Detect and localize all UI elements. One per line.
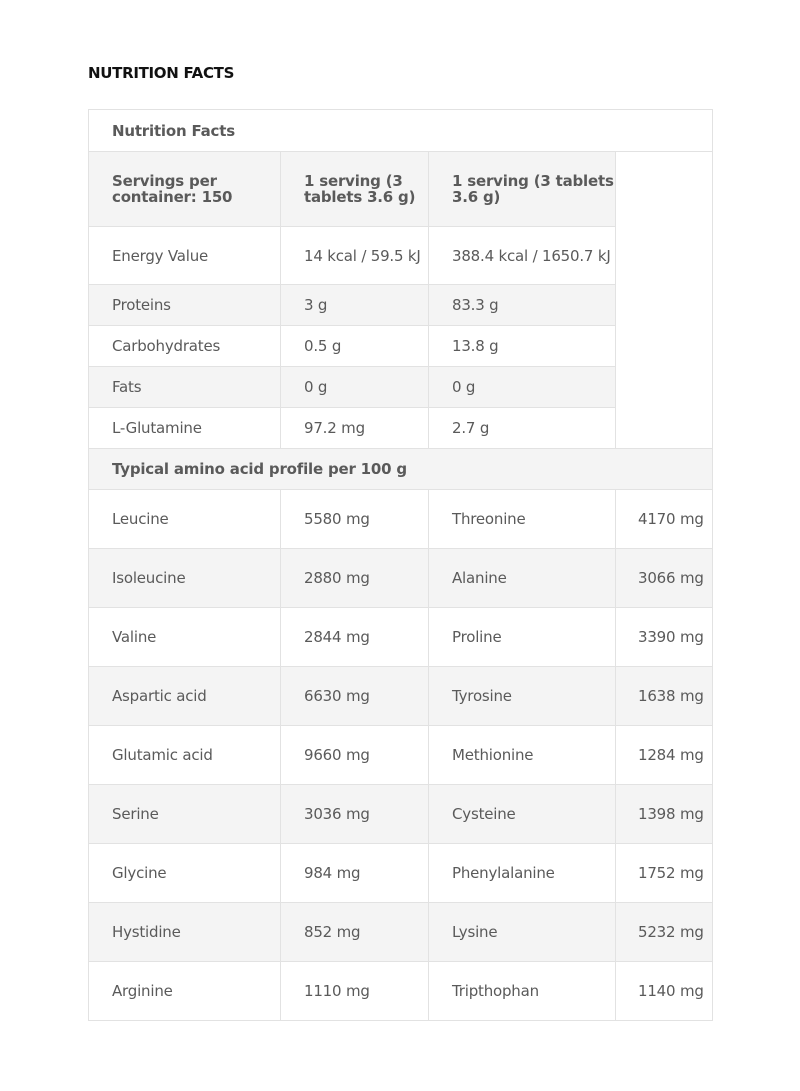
nutrient-per-serving: 0.5 g [281,326,429,367]
amino-value: 984 mg [281,844,429,903]
amino-value: 2880 mg [281,549,429,608]
amino-name: Valine [89,608,281,667]
table-row [89,549,713,608]
amino-name: Tyrosine [429,667,616,726]
amino-value: 1284 mg [616,726,713,785]
table-row [89,844,713,903]
amino-value: 1140 mg [616,962,713,1021]
table-title: Nutrition Facts [89,110,713,152]
amino-value: 5580 mg [281,490,429,549]
table-row [89,785,713,844]
amino-name: Proline [429,608,616,667]
amino-name: Tripthophan [429,962,616,1021]
table-row [89,726,713,785]
table-title-row [89,110,713,152]
amino-section-title: Typical amino acid profile per 100 g [89,449,713,490]
amino-value: 6630 mg [281,667,429,726]
amino-value: 3036 mg [281,785,429,844]
amino-value: 1110 mg [281,962,429,1021]
nutrient-per-100g: 2.7 g [429,408,616,449]
table-row [89,608,713,667]
nutrient-name: Fats [89,367,281,408]
servings-per-container: Servings per container: 150 [89,152,281,227]
table-row [89,667,713,726]
amino-value: 9660 mg [281,726,429,785]
amino-name: Leucine [89,490,281,549]
table-row [89,490,713,549]
nutrient-per-serving: 97.2 mg [281,408,429,449]
header-per-serving-2: 1 serving (3 tablets 3.6 g) [429,152,616,227]
amino-name: Arginine [89,962,281,1021]
amino-name: Glutamic acid [89,726,281,785]
amino-name: Serine [89,785,281,844]
table-row [89,962,713,1021]
amino-name: Lysine [429,903,616,962]
amino-name: Phenylalanine [429,844,616,903]
amino-name: Methionine [429,726,616,785]
amino-value: 4170 mg [616,490,713,549]
amino-name: Cysteine [429,785,616,844]
table-row [89,903,713,962]
amino-name: Threonine [429,490,616,549]
header-per-serving: 1 serving (3 tablets 3.6 g) [281,152,429,227]
nutrient-per-100g: 83.3 g [429,285,616,326]
page-title: NUTRITION FACTS [88,64,235,82]
amino-name: Aspartic acid [89,667,281,726]
amino-value: 5232 mg [616,903,713,962]
amino-value: 1752 mg [616,844,713,903]
nutrient-per-serving: 14 kcal / 59.5 kJ [281,227,429,285]
amino-value: 3066 mg [616,549,713,608]
amino-value: 2844 mg [281,608,429,667]
amino-name: Hystidine [89,903,281,962]
amino-name: Glycine [89,844,281,903]
nutrient-name: Proteins [89,285,281,326]
nutrient-per-100g: 0 g [429,367,616,408]
amino-section-row [89,449,713,490]
nutrient-name: L-Glutamine [89,408,281,449]
empty-cell [616,152,713,449]
nutrient-per-100g: 388.4 kcal / 1650.7 kJ [429,227,616,285]
table-header-row [89,152,713,227]
nutrition-table [88,109,713,1021]
nutrient-per-serving: 0 g [281,367,429,408]
nutrient-name: Energy Value [89,227,281,285]
amino-name: Alanine [429,549,616,608]
nutrient-per-100g: 13.8 g [429,326,616,367]
amino-value: 1398 mg [616,785,713,844]
amino-value: 1638 mg [616,667,713,726]
amino-value: 3390 mg [616,608,713,667]
nutrient-per-serving: 3 g [281,285,429,326]
amino-name: Isoleucine [89,549,281,608]
nutrient-name: Carbohydrates [89,326,281,367]
amino-value: 852 mg [281,903,429,962]
